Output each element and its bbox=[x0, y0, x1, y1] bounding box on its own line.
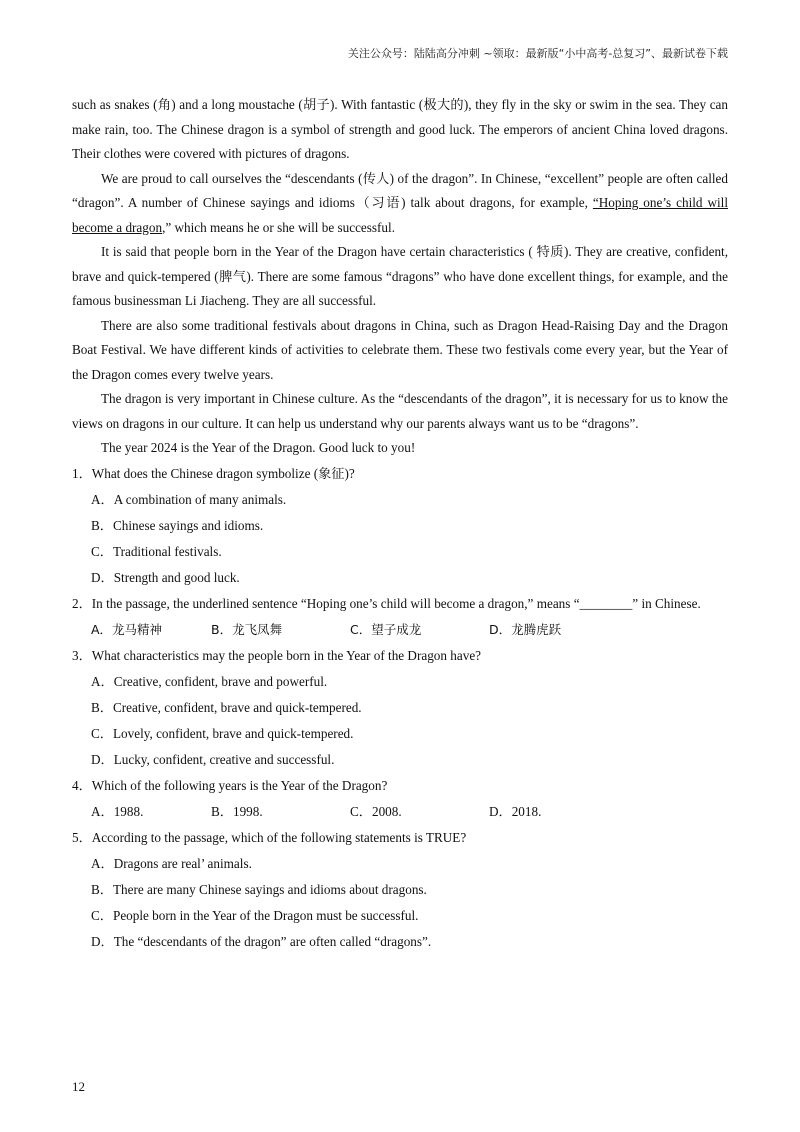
question-3-option-b: B．Creative, confident, brave and quick-tempered. bbox=[91, 699, 362, 715]
question-1-option-d: D．Strength and good luck. bbox=[91, 569, 240, 585]
question-3-stem: 3．What characteristics may the people born in the Year of the Dragon have? bbox=[72, 647, 482, 663]
paragraph-2-text-before: We are proud to call ourselves the “descendants (传人) of the dragon”. In Chinese, “excellent” people are often called “dragon”. A number of Chinese sayings and idioms（习语) talk about dragons, for example, bbox=[72, 170, 728, 210]
question-5-option-c: C．People born in the Year of the Dragon must be successful. bbox=[91, 907, 419, 923]
page-header: 关注公众号：陆陆高分冲刺 ~领取：最新版“小中高考-总复习”、最新试卷下载 bbox=[347, 47, 728, 60]
question-4-option-b: B．1998. bbox=[211, 803, 263, 819]
question-3-option-a: A．Creative, confident, brave and powerful. bbox=[91, 673, 328, 689]
question-1-option-b: B．Chinese sayings and idioms. bbox=[91, 517, 264, 533]
question-2-option-d: D．龙腾虎跃 bbox=[489, 621, 562, 637]
question-4-options bbox=[91, 799, 728, 825]
question-2-options bbox=[91, 617, 728, 643]
question-5-option-b: B．There are many Chinese sayings and idioms about dragons. bbox=[91, 881, 427, 897]
question-2-option-c: C．望子成龙 bbox=[350, 621, 422, 637]
passage-paragraph-1: such as snakes (角) and a long moustache (胡子). With fantastic (极大的), they fly in the sky or swim in the sea. They can make rain, too. The Chinese dragon is a symbol of strength and good luck. The emperors of ancient China loved dragons. Their clothes were covered with pictures of dragons. bbox=[72, 97, 728, 161]
passage-paragraph-4: There are also some traditional festivals about dragons in China, such as Dragon Head-Raising Day and the Dragon Boat Festival. We have different kinds of activities to celebrate them. These two festivals come every year, but the Year of the Dragon comes every twelve years. bbox=[72, 317, 728, 382]
question-4-option-a: A．1988. bbox=[91, 803, 144, 819]
question-5-stem: 5．According to the passage, which of the following statements is TRUE? bbox=[72, 829, 467, 845]
passage-paragraph-3: It is said that people born in the Year of the Dragon have certain characteristics ( 特质). They are creative, confident, brave and quick-tempered (脾气). There are some famous “dragons” who have done excellent things, for example, and the famous businessman Li Jiacheng. They are all successful. bbox=[72, 244, 728, 308]
question-1-option-a: A．A combination of many animals. bbox=[91, 491, 287, 507]
document-body bbox=[72, 93, 728, 955]
question-5-option-d: D．The “descendants of the dragon” are often called “dragons”. bbox=[91, 933, 432, 949]
question-2-stem: 2．In the passage, the underlined sentence “Hoping one’s child will become a dragon,” means “________” in Chinese. bbox=[72, 595, 701, 611]
question-3-option-d: D．Lucky, confident, creative and successful. bbox=[91, 751, 335, 767]
page-number: 12 bbox=[72, 1079, 85, 1094]
passage-paragraph-2 bbox=[72, 167, 728, 241]
underlined-sentence: “Hoping one’s child will become a dragon, bbox=[72, 195, 728, 235]
question-1-stem: 1．What does the Chinese dragon symbolize (象征)? bbox=[72, 465, 355, 481]
question-4-stem: 4．Which of the following years is the Year of the Dragon? bbox=[72, 777, 388, 793]
paragraph-2-text-after: ” which means he or she will be successful. bbox=[165, 219, 395, 235]
question-4-option-d: D．2018. bbox=[489, 803, 542, 819]
question-5-option-a: A．Dragons are real’ animals. bbox=[91, 855, 252, 871]
question-2-option-b: B．龙飞凤舞 bbox=[211, 621, 283, 637]
question-3-option-c: C．Lovely, confident, brave and quick-tempered. bbox=[91, 725, 354, 741]
question-1-option-c: C．Traditional festivals. bbox=[91, 543, 222, 559]
passage-paragraph-5: The dragon is very important in Chinese culture. As the “descendants of the dragon”, it is necessary for us to know the views on dragons in our culture. It can help us understand why our parents always want us to be “dragons”. bbox=[72, 391, 728, 431]
question-4-option-c: C．2008. bbox=[350, 803, 402, 819]
passage-paragraph-6: The year 2024 is the Year of the Dragon. Good luck to you! bbox=[101, 440, 416, 455]
question-2-option-a: A．龙马精神 bbox=[91, 621, 163, 637]
